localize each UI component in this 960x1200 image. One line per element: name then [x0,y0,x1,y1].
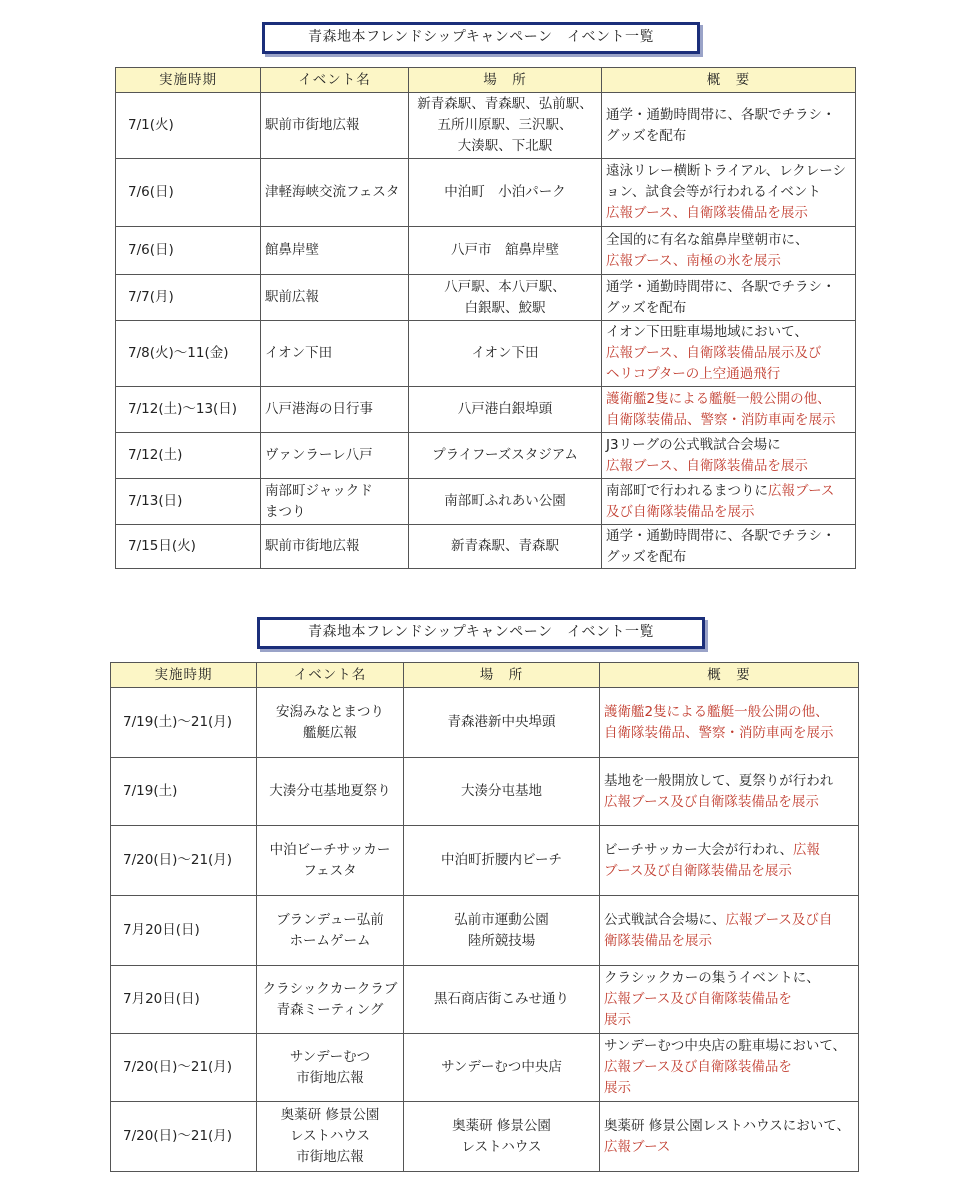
table-row [111,1034,859,1102]
table-row [116,321,856,387]
cell-place: サンデーむつ中央店 [404,1034,600,1102]
cell-event-name: 津軽海峡交流フェスタ [261,159,409,227]
summary-text: 公式戦試合会場に、 [604,911,726,928]
cell-date: 7/19(土)～21(月) [111,688,257,758]
cell-place: 新青森駅、青森駅、弘前駅、 五所川原駅、三沢駅、 大湊駅、下北駅 [409,93,602,159]
cell-date: 7/12(土) [116,433,261,479]
cell-summary [602,159,856,227]
cell-summary [602,387,856,433]
cell-place: プライフーズスタジアム [409,433,602,479]
table-header-row [111,663,859,688]
table-row [116,433,856,479]
cell-date: 7/19(土) [111,758,257,826]
cell-summary [600,896,859,966]
header-summary: 概 要 [602,68,856,93]
cell-place: 八戸港白銀埠頭 [409,387,602,433]
table-row [116,227,856,275]
cell-place: 奥薬研 修景公園 レストハウス [404,1102,600,1172]
summary-text: 通学・通勤時間帯に、各駅でチラシ・ グッズを配布 [606,106,836,144]
header-event-name: イベント名 [261,68,409,93]
table-header-row [116,68,856,93]
table-row [111,896,859,966]
cell-event-name: 駅前市街地広報 [261,525,409,569]
cell-date: 7/15日(火) [116,525,261,569]
event-table-1 [115,67,856,569]
cell-place: 八戸駅、本八戸駅、 白銀駅、鮫駅 [409,275,602,321]
cell-place: イオン下田 [409,321,602,387]
cell-summary [602,433,856,479]
cell-place: 新青森駅、青森駅 [409,525,602,569]
summary-text: 遠泳リレー横断トライアル、レクレーション、試食会等が行われるイベント [606,163,847,200]
cell-place: 黒石商店街こみせ通り [404,966,600,1034]
table-row [116,93,856,159]
header-date: 実施時期 [111,663,257,688]
header-summary: 概 要 [600,663,859,688]
cell-place: 南部町ふれあい公園 [409,479,602,525]
event-table-2 [110,662,859,1172]
summary-text: イオン下田駐車場地域において、 [606,324,808,340]
header-event-name: イベント名 [257,663,404,688]
cell-event-name: 南部町ジャックド まつり [261,479,409,525]
summary-highlight-text: 護衛艦2隻による艦艇一般公開の他、 自衛隊装備品、警察・消防車両を展示 [606,390,836,428]
section-2-title: 青森地本フレンドシップキャンペーン イベント一覧 [257,617,705,649]
cell-summary [600,1034,859,1102]
cell-summary [602,275,856,321]
cell-summary [602,525,856,569]
event-table-2-body [111,688,859,1172]
cell-event-name: 安潟みなとまつり 艦艇広報 [257,688,404,758]
summary-text: サンデーむつ中央店の駐車場において、 [604,1038,847,1054]
cell-date: 7/7(月) [116,275,261,321]
cell-summary [602,479,856,525]
summary-highlight-text: 広報ブース、南極の氷を展示 [606,252,781,269]
cell-event-name: 大湊分屯基地夏祭り [257,758,404,826]
cell-event-name: ヴァンラーレ八戸 [261,433,409,479]
table-row [111,1102,859,1172]
cell-place: 弘前市運動公園 陸所競技場 [404,896,600,966]
cell-date: 7月20日(日) [111,966,257,1034]
cell-date: 7月20日(日) [111,896,257,966]
table-row [116,159,856,227]
summary-highlight-text: 広報ブース及び自 衛隊装備品を展示 [604,911,833,949]
table-row [111,758,859,826]
cell-summary [600,826,859,896]
cell-place: 青森港新中央埠頭 [404,688,600,758]
summary-highlight-text: 広報ブース及び自衛隊装備品を展示 [604,793,819,810]
cell-summary [602,321,856,387]
cell-date: 7/6(日) [116,227,261,275]
table-row [111,826,859,896]
cell-date: 7/20(日)～21(月) [111,826,257,896]
cell-event-name: 駅前市街地広報 [261,93,409,159]
header-place: 場 所 [404,663,600,688]
summary-highlight-text: 護衛艦2隻による艦艇一般公開の他、 自衛隊装備品、警察・消防車両を展示 [604,703,834,741]
cell-summary [600,688,859,758]
table-row [111,966,859,1034]
summary-text: 全国的に有名な舘鼻岸壁朝市に、 [606,231,809,248]
cell-summary [602,227,856,275]
summary-highlight-text: 広報 ブース及び自衛隊装備品を展示 [604,841,820,879]
summary-highlight-text: 広報ブース、自衛隊装備品を展示 [606,205,808,221]
summary-text: ビーチサッカー大会が行われ、 [604,841,793,858]
summary-highlight-text: 広報ブース 及び自衛隊装備品を展示 [606,482,835,520]
summary-highlight-text: 広報ブース [604,1138,671,1155]
cell-date: 7/6(日) [116,159,261,227]
cell-date: 7/12(土)～13(日) [116,387,261,433]
summary-highlight-text: 広報ブース、自衛隊装備品を展示 [606,457,808,474]
cell-event-name: 中泊ビーチサッカー フェスタ [257,826,404,896]
cell-date: 7/20(日)～21(月) [111,1034,257,1102]
cell-date: 7/8(火)～11(金) [116,321,261,387]
table-row [116,479,856,525]
cell-event-name: クラシックカークラブ 青森ミーティング [257,966,404,1034]
cell-event-name: ブランデュー弘前 ホームゲーム [257,896,404,966]
cell-summary [600,966,859,1034]
header-date: 実施時期 [116,68,261,93]
summary-highlight-text: 広報ブース及び自衛隊装備品を 展示 [604,1059,792,1096]
cell-summary [602,93,856,159]
cell-event-name: 館鼻岸壁 [261,227,409,275]
cell-event-name: 奥薬研 修景公園 レストハウス 市街地広報 [257,1102,404,1172]
table-row [116,525,856,569]
summary-text: 基地を一般開放して、夏祭りが行われ [604,772,834,789]
cell-summary [600,1102,859,1172]
cell-place: 大湊分屯基地 [404,758,600,826]
summary-text: 南部町で行われるまつりに [606,482,768,499]
table-row [116,387,856,433]
summary-text: 通学・通勤時間帯に、各駅でチラシ・ グッズを配布 [606,527,836,565]
cell-date: 7/20(日)～21(月) [111,1102,257,1172]
table-row [111,688,859,758]
cell-date: 7/13(日) [116,479,261,525]
event-table-1-body [116,93,856,569]
summary-text: 奥薬研 修景公園レストハウスにおいて、 [604,1117,850,1134]
summary-highlight-text: 広報ブース、自衛隊装備品展示及び ヘリコプターの上空通過飛行 [606,345,822,382]
cell-event-name: イオン下田 [261,321,409,387]
header-place: 場 所 [409,68,602,93]
summary-text: 通学・通勤時間帯に、各駅でチラシ・ グッズを配布 [606,278,836,316]
cell-place: 八戸市 舘鼻岸壁 [409,227,602,275]
table-row [116,275,856,321]
summary-text: J3リーグの公式戦試合会場に [606,436,781,453]
cell-place: 中泊町折腰内ビーチ [404,826,600,896]
section-1-title: 青森地本フレンドシップキャンペーン イベント一覧 [262,22,700,54]
cell-place: 中泊町 小泊パーク [409,159,602,227]
summary-highlight-text: 広報ブース及び自衛隊装備品を 展示 [604,991,792,1028]
summary-text: クラシックカーの集うイベントに、 [604,970,820,986]
cell-event-name: 駅前広報 [261,275,409,321]
cell-date: 7/1(火) [116,93,261,159]
cell-summary [600,758,859,826]
cell-event-name: サンデーむつ 市街地広報 [257,1034,404,1102]
cell-event-name: 八戸港海の日行事 [261,387,409,433]
